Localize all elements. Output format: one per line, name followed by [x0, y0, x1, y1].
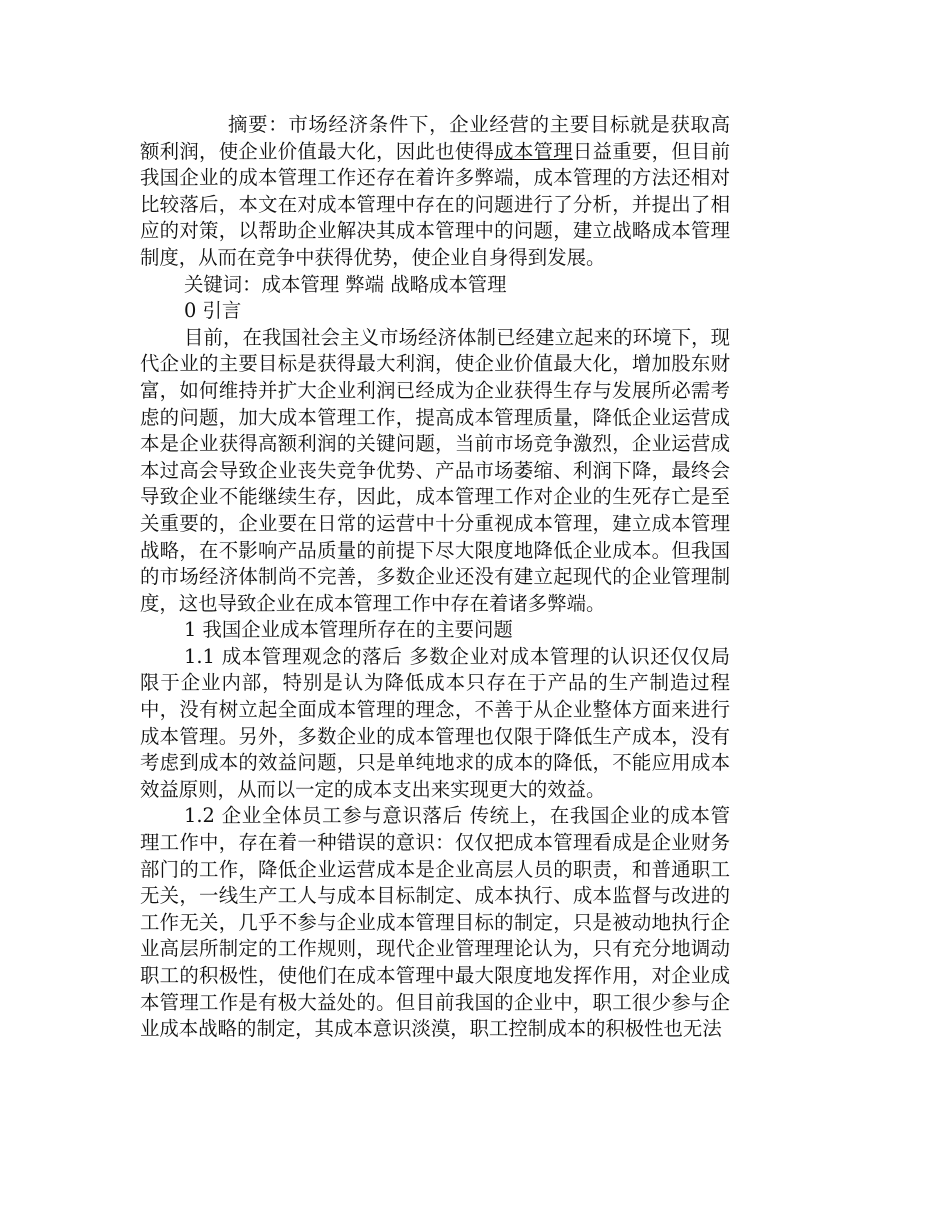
section-1-1-paragraph: 1.1 成本管理观念的落后 多数企业对成本管理的认识还仅仅局限于企业内部，特别是认为降低成本只存在于产品的生产制造过程中，没有树立起全面成本管理的理念，不善于从企业整体方面来进行成本管理。另外，多数企业的成本管理也仅限于降低生产成本，没有考虑到成本的效益问题，只是单纯地求的成本的降低，不能应用成本效益原则，从而以一定的成本支出来实现更大的效益。: [140, 644, 730, 801]
keywords: 关键词：成本管理 弊端 战略成本管理: [184, 272, 507, 296]
abstract-text-start: 摘要：市场经济条件下，企业经营的主要目标就是获取高额利润，使企业价值最大化，因此也使得: [140, 113, 730, 163]
section-1-heading: 1 我国企业成本管理所存在的主要问题: [184, 618, 513, 642]
abstract-text-end: 日益重要，但目前我国企业的成本管理工作还存在着许多弊端，成本管理的方法还相对比较落后，本文在对成本管理中存在的问题进行了分析，并提出了相应的对策，以帮助企业解决其成本管理中的问题，建立战略成本管理制度，从而在竞争中获得优势，使企业自身得到发展。: [140, 139, 731, 269]
intro-paragraph: 目前，在我国社会主义市场经济体制已经建立起来的环境下，现代企业的主要目标是获得最大利润，使企业价值最大化，增加股东财富，如何维持并扩大企业利润已经成为企业获得生存与发展所必需考虑的问题，加大成本管理工作，提高成本管理质量，降低企业运营成本是企业获得高额利润的关键问题，当前市场竞争激烈，企业运营成本过高会导致企业丧失竞争优势、产品市场萎缩、利润下降，最终会导致企业不能继续生存，因此，成本管理工作对企业的生死存亡是至关重要的，企业要在日常的运营中十分重视成本管理，建立成本管理战略，在不影响产品质量的前提下尽大限度地降低企业成本。但我国的市场经济体制尚不完善，多数企业还没有建立起现代的企业管理制度，这也导致企业在成本管理工作中存在着诸多弊端。: [140, 325, 730, 615]
intro-heading: 0 引言: [184, 299, 242, 323]
section-1-2-paragraph: 1.2 企业全体员工参与意识落后 传统上，在我国企业的成本管理工作中，存在着一种错误的意识：仅仅把成本管理看成是企业财务部门的工作，降低企业运营成本是企业高层人员的职责，和普通职工无关，一线生产工人与成本目标制定、成本执行、成本监督与改进的工作无关，几乎不参与企业成本管理目标的制定，只是被动地执行企业高层所制定的工作规则，现代企业管理理论认为，只有充分地调动职工的积极性，使他们在成本管理中最大限度地发挥作用，对企业成本管理工作是有极大益处的。但目前我国的企业中，职工很少参与企业成本战略的制定，其成本意识淡漠，职工控制成本的积极性也无法: [140, 804, 730, 1041]
abstract-paragraph: [140, 112, 730, 272]
document-page: [140, 112, 730, 1043]
cost-management-link[interactable]: 成本管理: [494, 139, 573, 163]
